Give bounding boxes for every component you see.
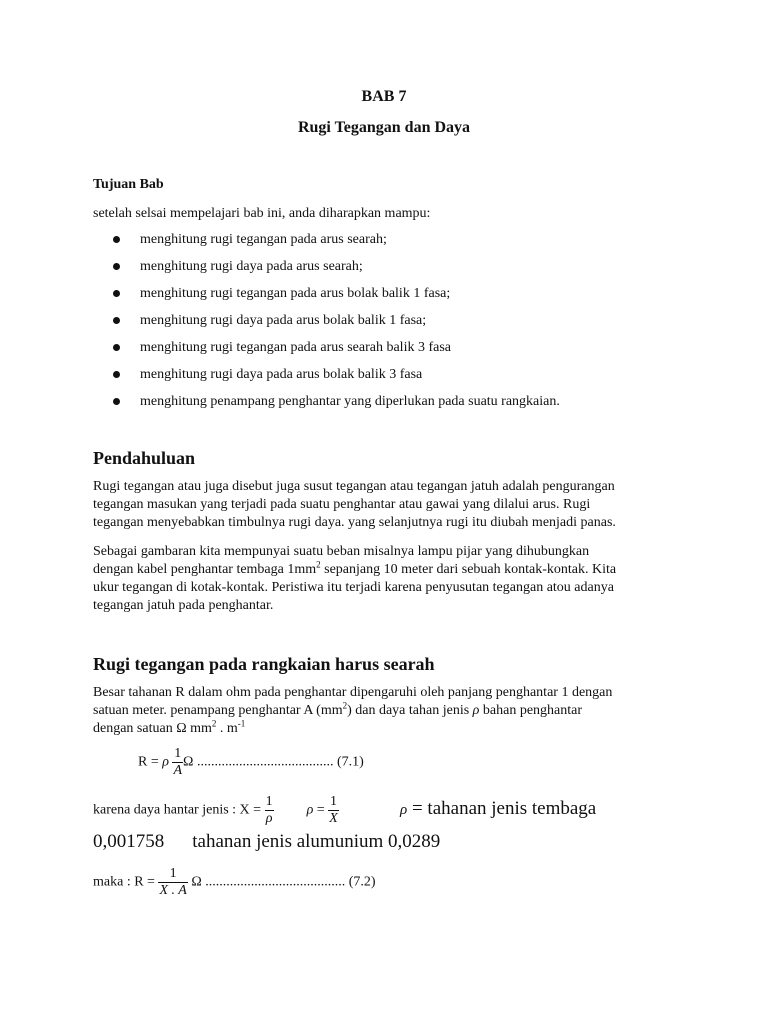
bullet-icon: [113, 290, 120, 297]
fraction: $\frac{1}{A}$: [173, 746, 183, 778]
bullet-icon: [113, 371, 120, 378]
bullet-icon: [113, 263, 120, 270]
dc-paragraph: Besar tahanan R dalam ohm pada penghantar dipengaruhi oleh panjang penghantar 1 dengan satuan meter. penampang penghantar A $(mm^2)$ dan daya tahan jenis ρ bahan penghantar dengan satuan Ω $mm^2$ . $m^{-1}$: [93, 685, 613, 736]
list-item: menghitung rugi daya pada arus bolak balik 1 fasa;: [113, 312, 560, 339]
conductivity-equation: karena daya hantar jenis : X = $\frac{1}{\rho}$ ρ = $\frac{1}{X}$: [93, 794, 338, 826]
bullet-icon: [113, 317, 120, 324]
bullet-icon: [113, 398, 120, 405]
copper-resistivity-label: ρ = tahanan jenis tembaga: [400, 798, 597, 819]
chapter-number: BAB 7: [361, 88, 407, 105]
aluminium-resistivity-label: tahanan jenis alumunium 0,0289: [192, 831, 441, 852]
copper-resistivity-value: 0,001758: [93, 831, 165, 852]
resistivity-values: [93, 831, 440, 853]
equation-7-2: maka : R = $\frac{1}{X . A}$ Ω ........................................ (7.2): [93, 866, 376, 898]
intro-paragraph-1: Rugi tegangan atau juga disebut juga susut tegangan atau tegangan jatuh adalah pengurangan tegangan masukan yang terjadi pada suatu penghantar atau gawai yang dilalui arus. Rugi tegangan menyebabkan timbulnya rugi daya. yang selanjutnya rugi itu diubah menjadi panas.: [93, 479, 616, 530]
objectives-list: [113, 231, 560, 420]
equation-7-1: R = ρ $\frac{1}{A}$ Ω ....................................... (7.1): [138, 746, 364, 778]
objectives-heading: Tujuan Bab: [93, 177, 164, 192]
intro-paragraph-2: Sebagai gambaran kita mempunyai suatu beban misalnya lampu pijar yang dihubungkan dengan kabel penghantar tembaga $1mm^2$ sepanjang 10 meter dari sebuah kontak-kontak. Kita ukur tegangan di kotak-kontak. Peristiwa itu terjadi karena penyusutan tegangan atou adanya tegangan jatuh pada penghantar.: [93, 544, 617, 613]
bullet-icon: [113, 236, 120, 243]
fraction: $\frac{1}{X . A}$: [159, 866, 187, 898]
list-item: menghitung rugi daya pada arus searah;: [113, 258, 560, 285]
fraction: $\frac{1}{X}$: [329, 794, 338, 826]
bullet-icon: [113, 344, 120, 351]
list-item: menghitung rugi tegangan pada arus searah;: [113, 231, 560, 258]
rho-symbol: ρ: [472, 703, 480, 718]
objectives-intro: setelah selsai mempelajari bab ini, anda diharapkan mampu:: [93, 206, 431, 221]
intro-heading: Pendahuluan: [93, 448, 196, 468]
list-item: menghitung rugi daya pada arus bolak balik 3 fasa: [113, 366, 560, 393]
list-item: menghitung penampang penghantar yang diperlukan pada suatu rangkaian.: [113, 393, 560, 420]
list-item: menghitung rugi tegangan pada arus bolak balik 1 fasa;: [113, 285, 560, 312]
list-item: menghitung rugi tegangan pada arus searah balik 3 fasa: [113, 339, 560, 366]
chapter-title: Rugi Tegangan dan Daya: [297, 119, 471, 136]
fraction: $\frac{1}{\rho}$: [265, 794, 273, 826]
dc-section-heading: Rugi tegangan pada rangkaian harus searah: [93, 654, 435, 674]
